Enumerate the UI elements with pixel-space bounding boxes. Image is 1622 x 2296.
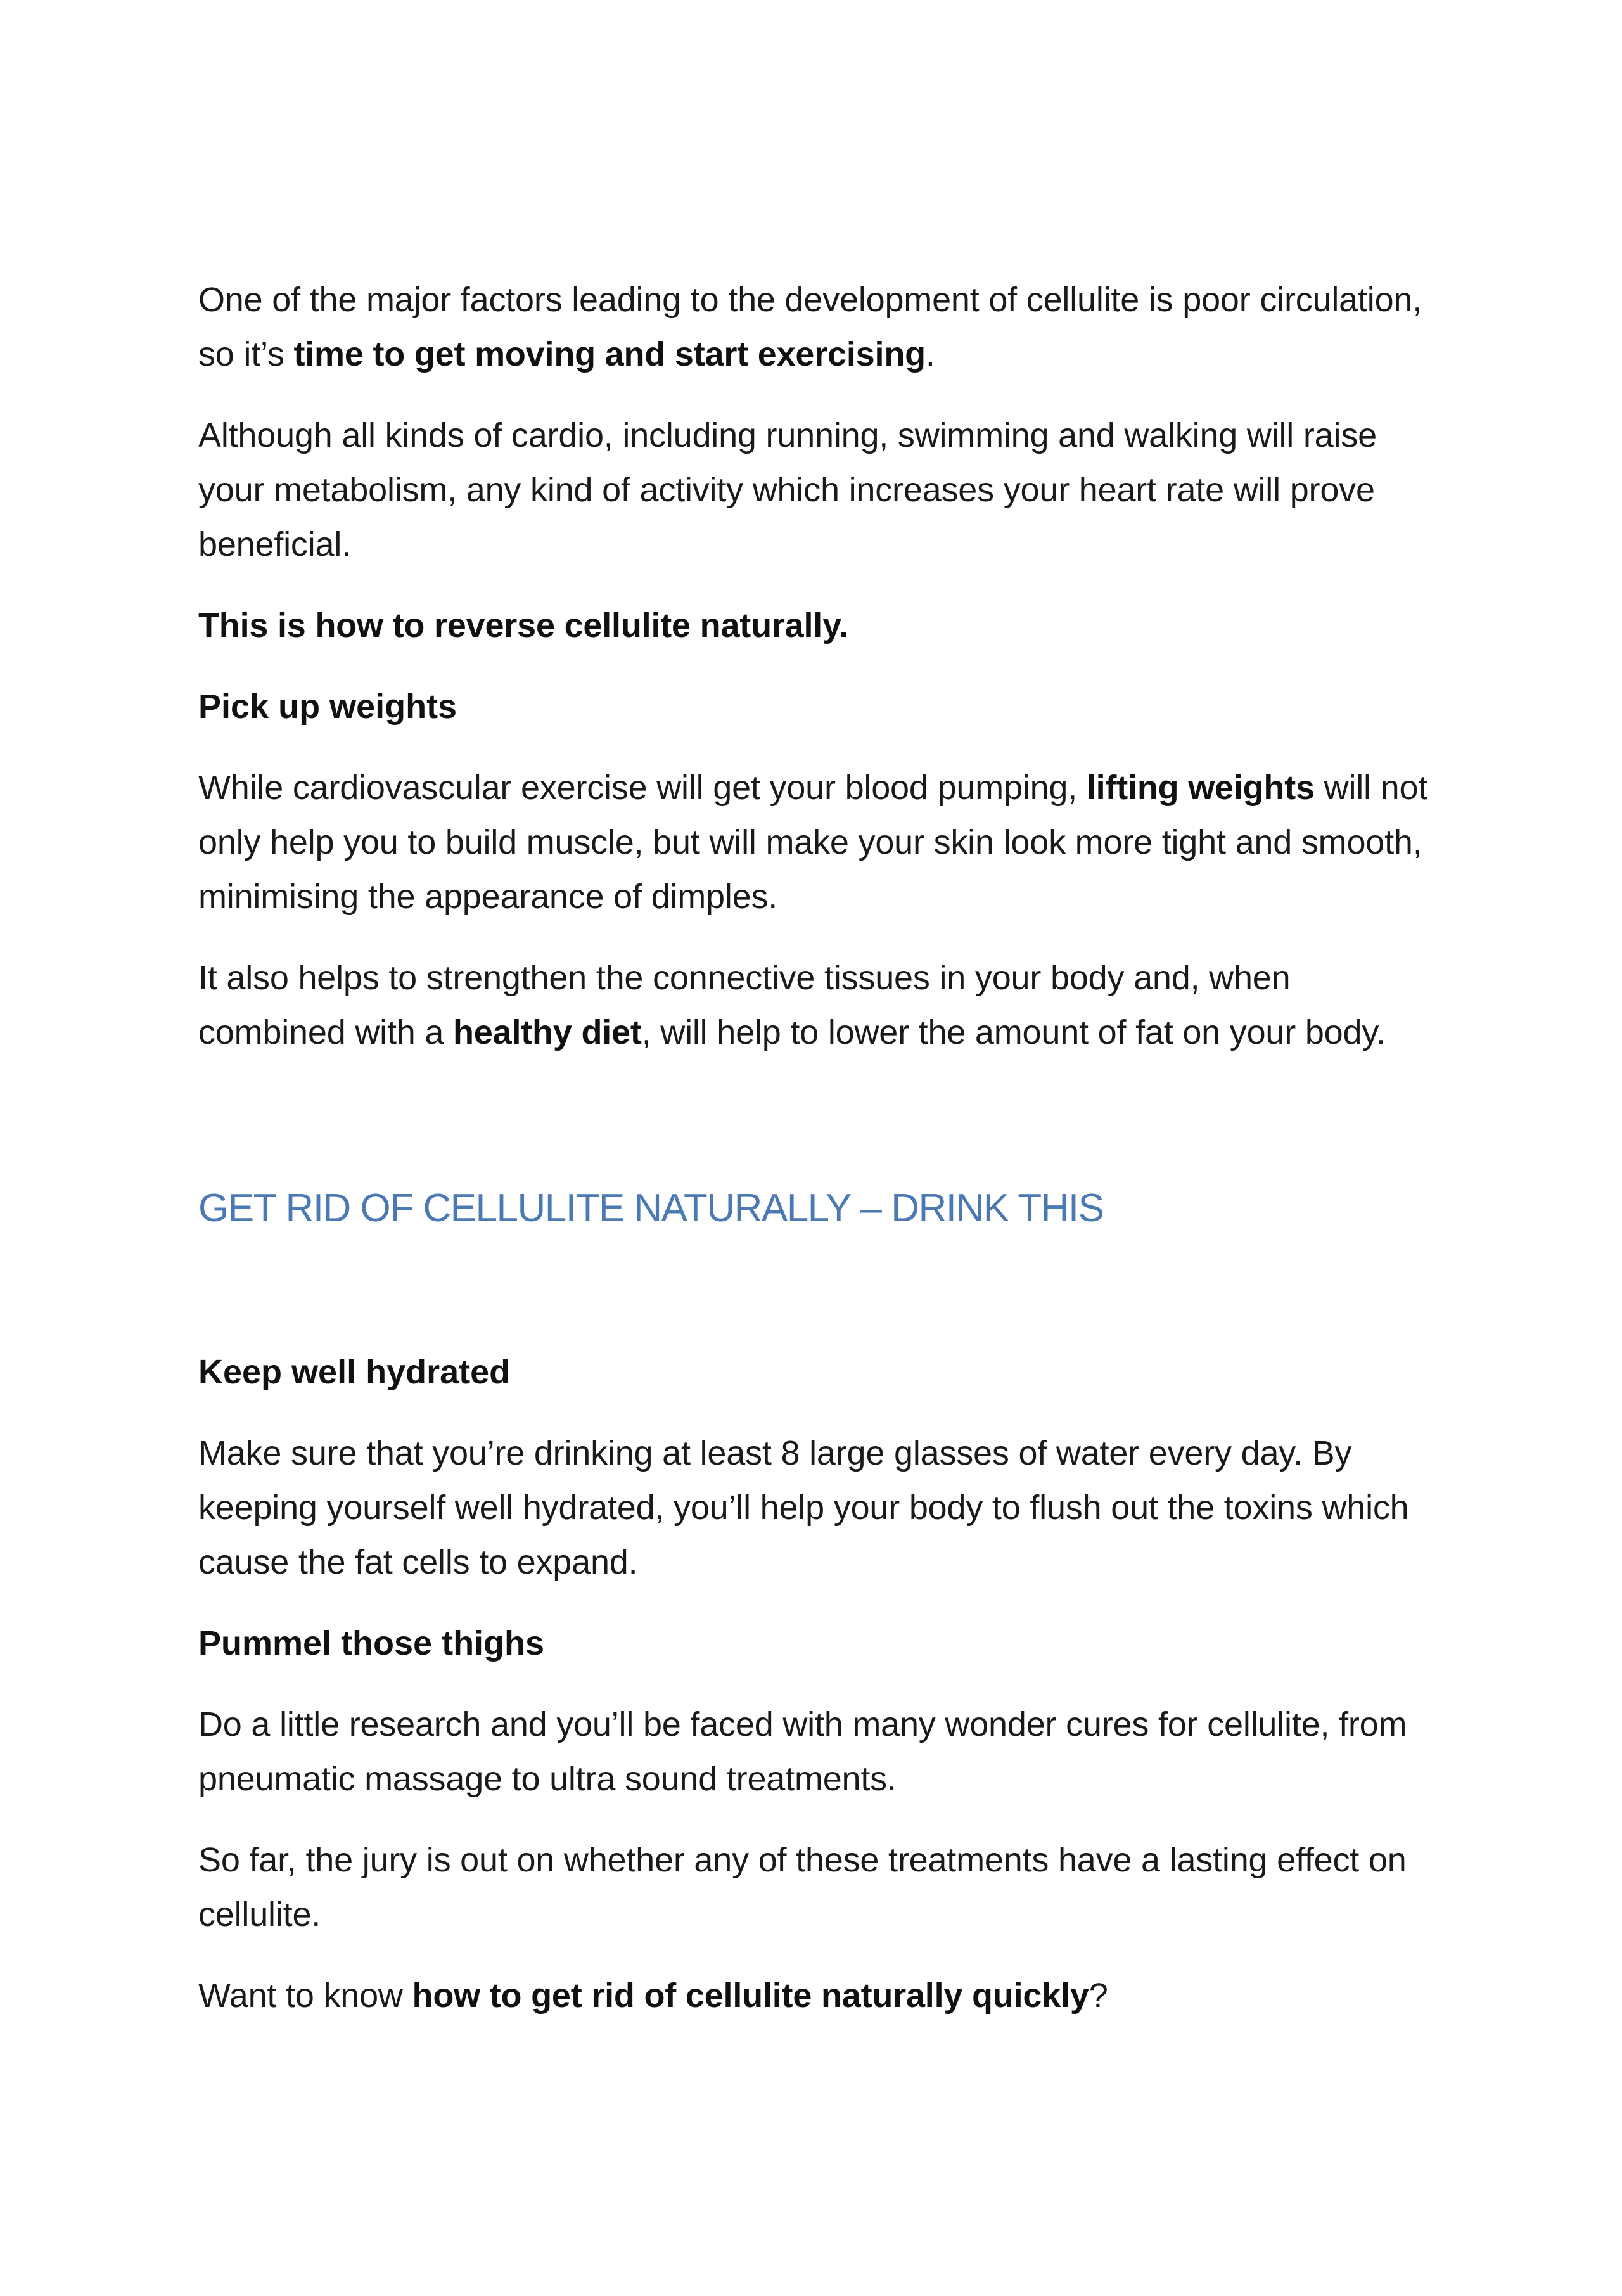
subheading-keep-hydrated: Keep well hydrated [198, 1353, 511, 1391]
paragraph-reverse [198, 598, 1440, 653]
paragraph-circulation [198, 273, 1440, 382]
paragraph-text: will not only help you to build muscle, but will make your skin look more tight and smooth, minimising the appearance of dimples. [198, 769, 1428, 916]
paragraph-lifting-weights [198, 760, 1440, 924]
document-page [198, 273, 1440, 2049]
paragraph-cardio [198, 408, 1440, 572]
subheading-pummel-thighs: Pummel those thighs [198, 1624, 545, 1662]
paragraph-want-to-know [198, 1968, 1440, 2023]
paragraph-text: While cardiovascular exercise will get your blood pumping, [198, 769, 1087, 807]
paragraph-text: ? [1089, 1977, 1108, 2015]
section-heading: GET RID OF CELLULITE NATURALLY – DRINK THIS [198, 1186, 1104, 1230]
bold-phrase: how to get rid of cellulite naturally quickly [412, 1977, 1089, 2015]
paragraph-text: So far, the jury is out on whether any of these treatments have a lasting effect on cellulite. [198, 1841, 1407, 1934]
paragraph-text: Make sure that you’re drinking at least 8 large glasses of water every day. By keeping yourself well hydrated, you’ll help your body to flush out the toxins which cause the fat cells to expand. [198, 1434, 1409, 1581]
paragraph-text: It also helps to strengthen the connective tissues in your body and, when combined with a [198, 959, 1291, 1051]
subheading-pick-up-weights: Pick up weights [198, 688, 457, 726]
bold-phrase: lifting weights [1086, 769, 1315, 807]
paragraph-text: Although all kinds of cardio, including running, swimming and walking will raise your metabolism, any kind of activity which increases your heart rate will prove beneficial. [198, 416, 1377, 563]
paragraph-research [198, 1697, 1440, 1806]
paragraph-jury [198, 1833, 1440, 1942]
paragraph-text: , will help to lower the amount of fat on your body. [641, 1013, 1386, 1051]
paragraph-water [198, 1426, 1440, 1589]
bold-phrase: This is how to reverse cellulite naturally. [198, 606, 848, 645]
bold-phrase: time to get moving and start exercising [293, 335, 926, 373]
paragraph-text: . [925, 335, 935, 373]
paragraph-connective-tissues [198, 951, 1440, 1060]
paragraph-text: Do a little research and you’ll be faced with many wonder cures for cellulite, from pneumatic massage to ultra sound treatments. [198, 1705, 1407, 1798]
bold-phrase: healthy diet [453, 1013, 642, 1051]
paragraph-text: One of the major factors leading to the development of cellulite is poor circulation, so it’s [198, 281, 1422, 373]
paragraph-text: Want to know [198, 1977, 412, 2015]
